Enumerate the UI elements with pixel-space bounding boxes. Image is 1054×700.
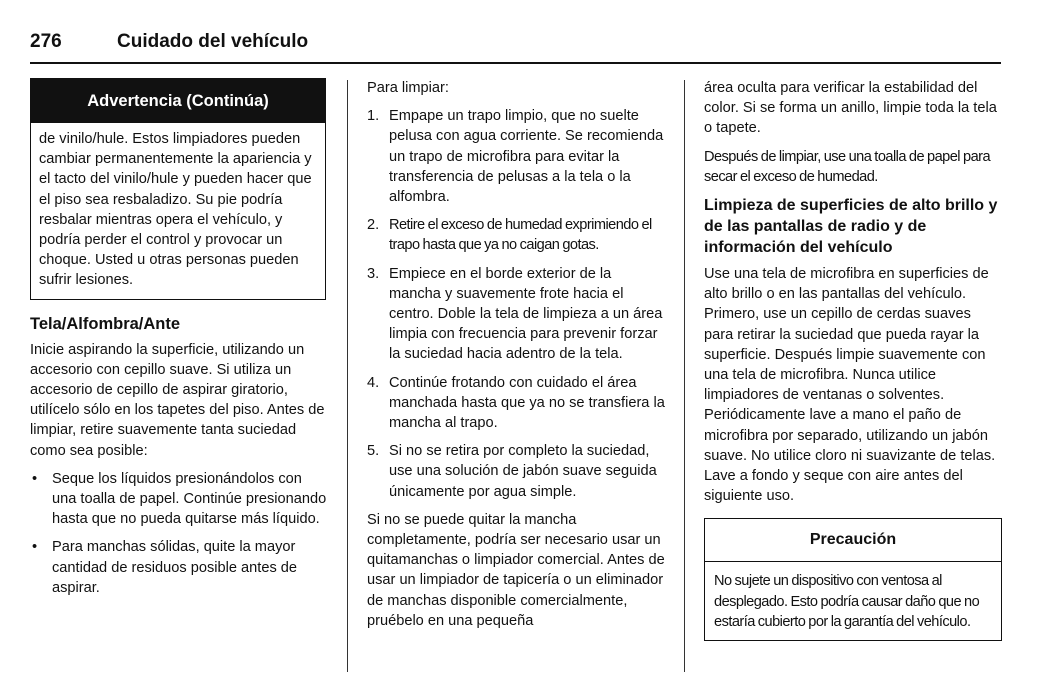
step-text: Empape un trapo limpio, que no suelte pelusa con agua corriente. Se recomienda un trapo de microfibra para evitar la transferencia de pelusas a la tela o la alfombra. [389,108,664,206]
step-text: Si no se retira por completo la suciedad, use una solución de jabón suave seguida únicamente por agua simple. [389,443,657,500]
bullet-icon: • [32,539,38,556]
warning-box [30,78,326,300]
section-title-high-gloss: Limpieza de superficies de alto brillo y de las pantallas de radio y de información del vehículo [704,197,998,257]
fabric-bullets [30,469,330,598]
warning-title: Advertencia (Continúa) [31,79,325,123]
fabric-intro: Inicie aspirando la superficie, utilizando un accesorio con cepillo suave. Si utiliza un accesorio de cepillo de aspirar giratorio, utilícelo sólo en los tapetes del piso. Antes de limpiar, retire suavemente tanta suciedad como sea posible: [30,341,325,459]
step-number: 1. [367,108,380,125]
column-1 [30,78,330,606]
bullet-text: Seque los líquidos presionándolos con una toalla de papel. Continúe presionando hasta que no pueda quitarse más líquido. [52,470,327,528]
step-text: Continúe frotando con cuidado el área manchada hasta que ya no se transfiera la mancha al trapo. [389,374,665,432]
page-number: 276 [30,31,62,52]
high-gloss-body: Use una tela de microfibra en superficies de alto brillo o en las pantallas del vehículo. Primero, use un cepillo de cerdas suaves para retirar la suciedad que pueda rayar la superficie. Después limpie suavemente con una tela de microfibra. Nunca utilice limpiadores de ventanas o solventes. Periódicamente lave a mano el paño de microfibra por separado, utilizando un jabón suave. No utilice cloro ni suavizante de telas. Lave a fondo y seque con aire antes del siguiente uso. [704,266,996,505]
caution-text: No sujete un dispositivo con ventosa al desplegado. Esto podría causar daño que no estaría cubierto por la garantía del vehículo. [714,573,980,630]
step-number: 5. [367,443,380,460]
section-title-fabric: Tela/Alfombra/Ante [30,314,181,333]
step-item [367,373,667,434]
bullet-item [30,537,330,598]
step-item [367,264,667,365]
step-number: 4. [367,374,380,391]
step-number: 2. [367,217,380,234]
caution-title: Precaución [705,519,1001,562]
header-rule [30,62,1001,64]
cleaning-steps [367,106,667,502]
stain-remover-text: Si no se puede quitar la mancha completamente, podría ser necesario usar un quitamanchas o limpiador comercial. Antes de usar un limpiador de tapicería o un eliminador de manchas disponible comercialmente, pruébelo en una pequeña [367,511,665,629]
column-2 [367,78,667,639]
step-item [367,106,667,207]
column-3 [704,78,1002,641]
bullet-item [30,469,330,530]
bullet-text: Para manchas sólidas, quite la mayor cantidad de residuos posible antes de aspirar. [52,539,298,596]
steps-lead: Para limpiar: [367,80,449,96]
step-text: Retire el exceso de humedad exprimiendo el trapo hasta que ya no caigan gotas. [389,217,652,254]
caution-box [704,518,1002,641]
chapter-title: Cuidado del vehículo [117,31,309,52]
column-divider-2 [684,80,685,672]
step-number: 3. [367,265,380,282]
warning-text: de vinilo/hule. Estos limpiadores pueden cambiar permanentemente la apariencia y el tacto del vinilo/hule y pueden hacer que el piso sea resbaladizo. Su pie podría resbalar mientras opera el vehículo, y podría perder el control y provocar un choque. Usted u otras personas pueden sufrir lesiones. [39,131,312,289]
column-divider-1 [347,80,348,672]
step-item [367,441,667,502]
after-cleaning-text: Después de limpiar, use una toalla de papel para secar el exceso de humedad. [704,148,991,185]
page-header [30,31,1000,57]
step-text: Empiece en el borde exterior de la mancha y suavemente frote hacia el centro. Doble la tela de limpieza a un área limpia con frecuencia para prevenir forzar la suciedad hacia adentro de la tela. [389,265,663,363]
bullet-icon: • [32,470,38,487]
step-item [367,215,667,255]
color-test-text: área oculta para verificar la estabilidad del color. Si se forma un anillo, limpie toda la tela o tapete. [704,80,997,137]
